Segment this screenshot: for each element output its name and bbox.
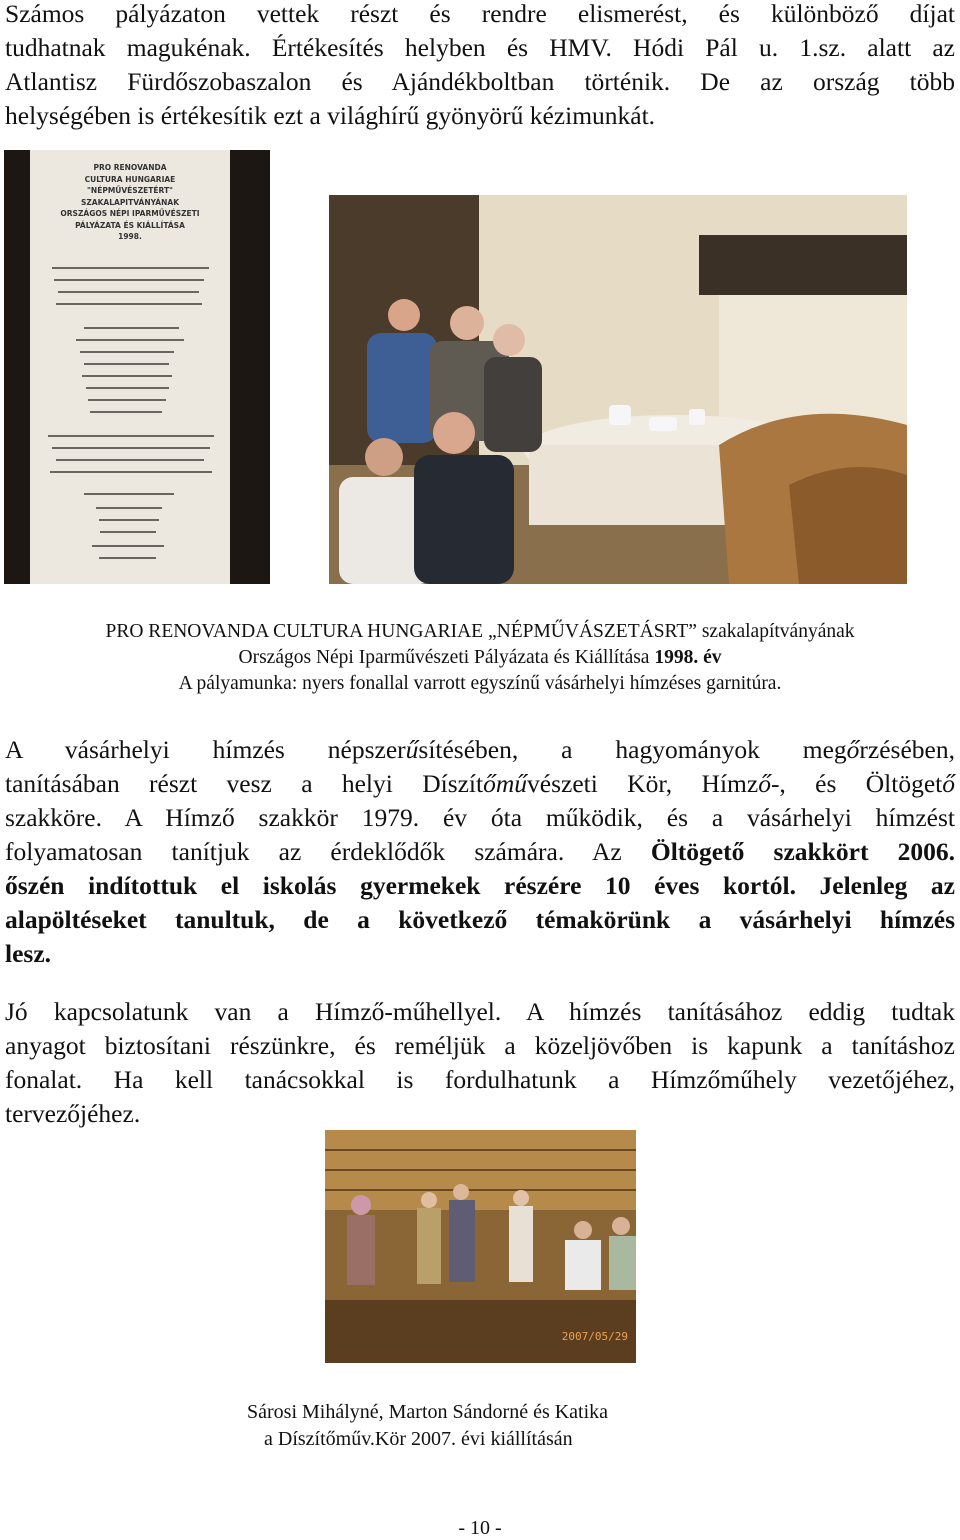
sign-line: ORSZÁGOS NÉPI IPARMŰVÉSZETI: [60, 209, 200, 218]
paragraph-line: fonalat. Ha kell tanácsokkal is fordulhatunk a Hímzőműhely vezetőjéhez,: [5, 1065, 955, 1094]
italic-char: őmű: [483, 769, 528, 798]
sign-text-block: [30, 162, 230, 243]
caption-text: Országos Népi Iparművészeti Pályázata és Kiállítása: [238, 647, 655, 668]
exhibition-2007-photo: [325, 1130, 636, 1363]
photo-caption-2: [247, 1399, 608, 1453]
text-span: -, és Öltöget: [770, 769, 943, 798]
page-number: - 10 -: [458, 1517, 502, 1539]
paragraph-line: [5, 767, 955, 801]
italic-char: ő: [758, 769, 771, 798]
paragraph-line: tervezőjéhez.: [5, 1099, 141, 1128]
intro-line: Atlantisz Fürdőszobaszalon és Ajándékboltban történik. De az ország több: [5, 67, 955, 96]
sign-line: PRO RENOVANDA: [93, 163, 167, 172]
sign-line: "NÉPMŰVÉSZETÉRT": [87, 186, 173, 195]
paragraph-line: Jó kapcsolatunk van a Hímző-műhellyel. A hímzés tanításához eddig tudtak: [5, 997, 955, 1026]
caption-line: [0, 645, 960, 671]
text-span: tanításában részt vesz a helyi Díszít: [5, 769, 484, 798]
intro-line: Számos pályázaton vettek részt és rendre elismerést, és különböző díjat: [5, 0, 955, 28]
sign-line: 1998.: [118, 232, 142, 241]
paragraph-line: őszén indítottuk el iskolás gyermekek részére 10 éves kortól. Jelenleg az: [5, 871, 955, 900]
caption-line: A pályamunka: nyers fonallal varrott egyszínű vásárhelyi hímzéses garnitúra.: [178, 673, 782, 694]
intro-paragraph: [5, 0, 955, 133]
italic-char: ű: [405, 735, 419, 764]
paragraph-line: [5, 835, 955, 869]
sign-line: CULTURA HUNGARIAE: [84, 174, 176, 184]
text-span: folyamatosan tanítjuk az érdeklődők számára. Az: [5, 837, 651, 866]
caption-year: 1998. év: [654, 647, 722, 668]
caption-line: Sárosi Mihályné, Marton Sándorné és Katika: [247, 1401, 609, 1423]
caption-line: a Díszítőműv.Kör 2007. évi kiállításán: [264, 1428, 573, 1450]
paragraph-line: lesz.: [5, 939, 52, 968]
women-at-table-photo: [329, 195, 907, 584]
embroidery-paragraph: [5, 733, 955, 971]
photo-date-stamp: 2007/05/29: [561, 1330, 628, 1343]
text-span: sítésében, a hagyományok meg: [418, 735, 847, 764]
paragraph-line: [5, 733, 955, 767]
exhibition-scene-graphic: [325, 1130, 636, 1363]
photo-caption-1: [0, 619, 960, 697]
paragraph-line: szakköre. A Hímző szakkör 1979. év óta működik, és a vásárhelyi hímzést: [5, 803, 955, 832]
sign-line: PÁLYÁZATA ÉS KIÁLLÍTÁSA: [75, 220, 185, 230]
intro-line: helységében is értékesítik ezt a világhírű gyönyörű kézimunkát.: [5, 101, 656, 130]
paragraph-line: anyagot biztosítani részünkre, és reméljük a közeljövőben is kapunk a tanításhoz: [5, 1031, 955, 1060]
text-span: rzésében,: [859, 735, 955, 764]
italic-char: ő: [846, 735, 860, 764]
paragraph-line: alapöltéseket tanultuk, de a következő témakörünk a vásárhelyi hímzés: [5, 905, 955, 934]
sign-line: SZAKALAPITVÁNYÁNAK: [80, 197, 180, 207]
text-span: A vásárhelyi hímzés népszer: [5, 735, 406, 764]
italic-char: ő: [942, 769, 955, 798]
exhibition-sign-photo: [4, 150, 270, 584]
intro-line: tudhatnak magukénak. Értékesítés helyben és HMV. Hódi Pál u. 1.sz. alatt az: [5, 33, 955, 62]
sign-small-text-graphic: [44, 260, 219, 570]
text-span: vészeti Kör, Hímz: [527, 769, 759, 798]
women-scene-graphic: [329, 195, 907, 584]
contact-paragraph: [5, 995, 955, 1131]
bold-text: Öltögető szakkört 2006.: [650, 837, 955, 866]
caption-line: PRO RENOVANDA CULTURA HUNGARIAE „NÉPMŰVÁSZETÁSRT” szakalapítványának: [105, 621, 855, 642]
